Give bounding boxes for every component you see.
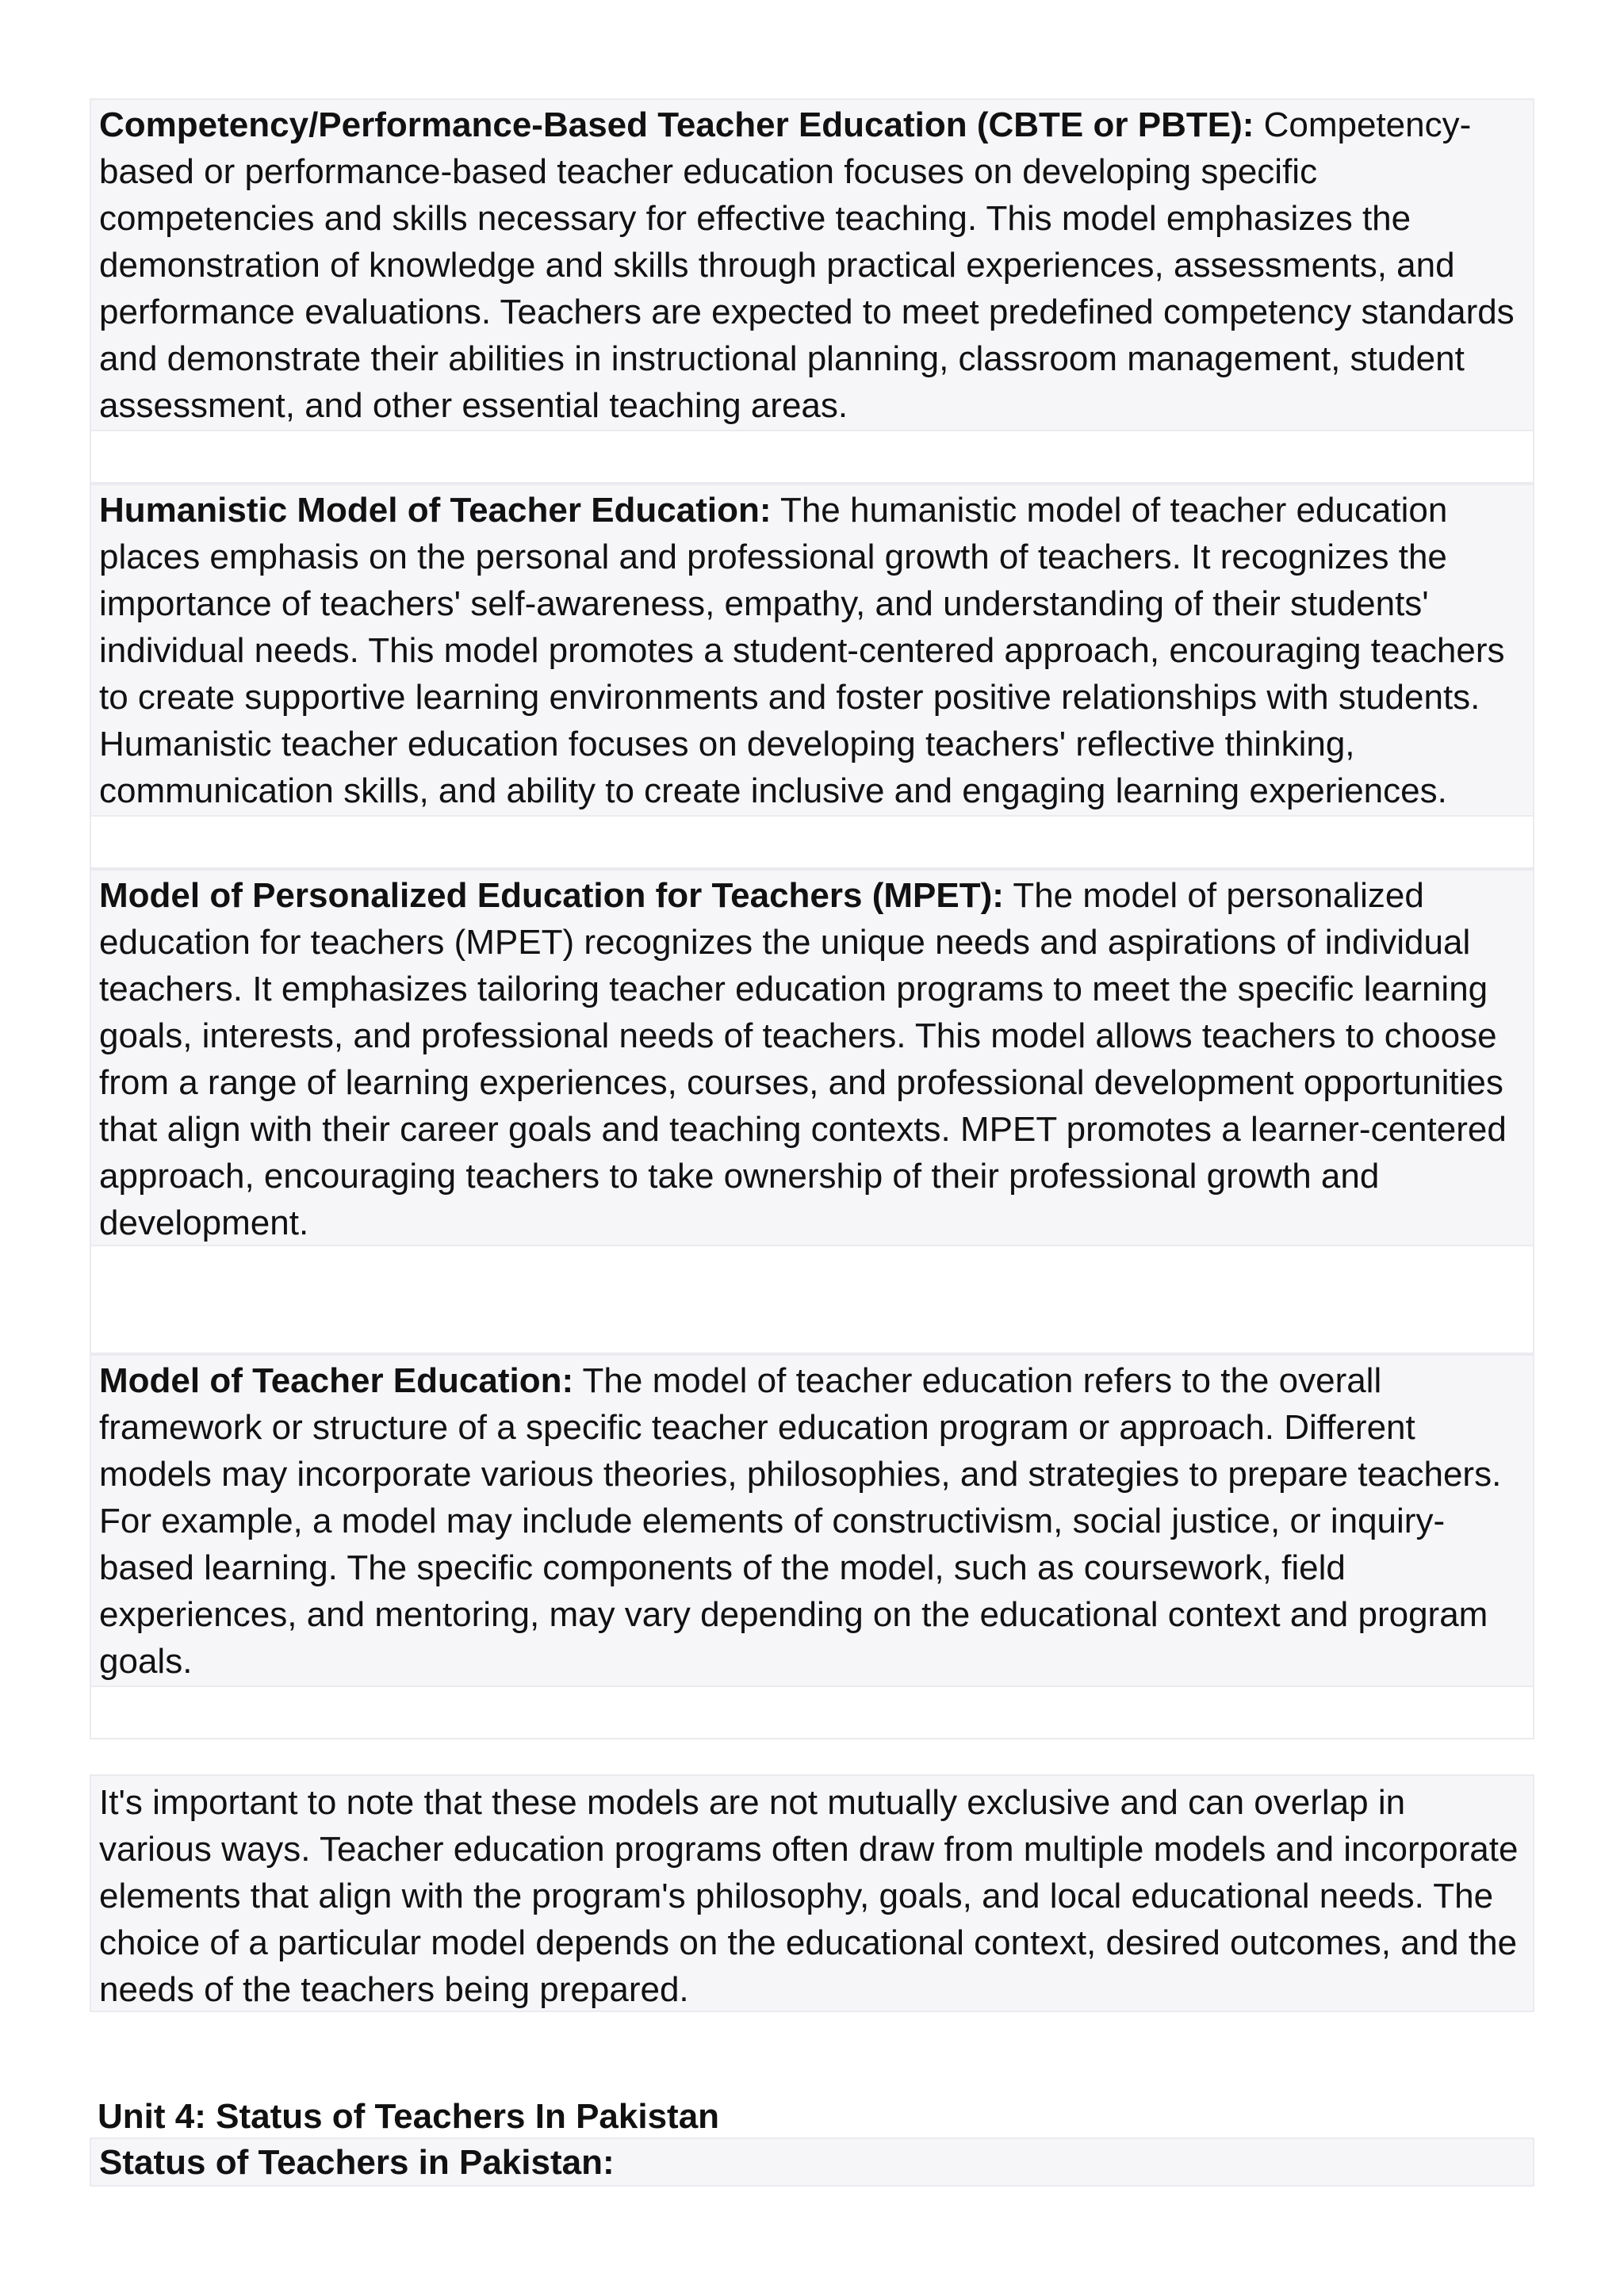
sub-heading: Status of Teachers in Pakistan: <box>90 2137 1534 2187</box>
unit-heading: Unit 4: Status of Teachers In Pakistan <box>98 2097 720 2136</box>
section-gap <box>90 1246 1534 1354</box>
section-gap <box>90 817 1534 869</box>
note-text: It's important to note that these models are not mutually exclusive and can overlap in various ways. Teacher education programs often draw from multiple models and incorporate elements that align with the program's philosophy, goals, and local educational needs. The choice of a particular model depends on the educational context, desired outcomes, and the needs of the teachers being prepared. <box>99 1783 1519 2009</box>
closing-note <box>90 1774 1534 2012</box>
section-humanistic <box>90 484 1534 817</box>
section-gap <box>90 1687 1534 1739</box>
section-model <box>90 1354 1534 1687</box>
section-text: The humanistic model of teacher education places emphasis on the personal and professional growth of teachers. It recognizes the importance of teachers' self-awareness, empathy, and understanding of their students' individual needs. This model promotes a student-centered approach, encouraging teachers to create supportive learning environments and foster positive relationships with students. Humanistic teacher education focuses on developing teachers' reflective thinking, communication skills, and ability to create inclusive and engaging learning experiences. <box>99 491 1505 810</box>
section-term: Humanistic Model of Teacher Education: <box>99 491 772 530</box>
section-text: The model of personalized education for teachers (MPET) recognizes the unique needs and aspirations of individual teachers. It emphasizes tailoring teacher education programs to meet the specific learning goals, interests, and professional needs of teachers. This model allows teachers to choose from a range of learning experiences, courses, and professional development opportunities that align with their career goals and teaching contexts. MPET promotes a learner-centered approach, encouraging teachers to take ownership of their professional growth and development. <box>99 876 1507 1242</box>
section-term: Model of Personalized Education for Teachers (MPET): <box>99 876 1004 915</box>
section-cbte <box>90 98 1534 431</box>
section-term: Model of Teacher Education: <box>99 1361 574 1400</box>
section-gap <box>90 431 1534 484</box>
section-mpet <box>90 869 1534 1246</box>
section-text: Competency-based or performance-based teacher education focuses on developing specific competencies and skills necessary for effective teaching. This model emphasizes the demonstration of knowledge and skills through practical experiences, assessments, and performance evaluations. Teachers are expected to meet predefined competency standards and demonstrate their abilities in instructional planning, classroom management, student assessment, and other essential teaching areas. <box>99 105 1515 425</box>
section-term: Competency/Performance-Based Teacher Education (CBTE or PBTE): <box>99 105 1254 144</box>
section-text: The model of teacher education refers to the overall framework or structure of a specific teacher education program or approach. Different models may incorporate various theories, philosophies, and strategies to prepare teachers. For example, a model may include elements of constructivism, social justice, or inquiry-based learning. The specific components of the model, such as coursework, field experiences, and mentoring, may vary depending on the educational context and program goals. <box>99 1361 1502 1681</box>
